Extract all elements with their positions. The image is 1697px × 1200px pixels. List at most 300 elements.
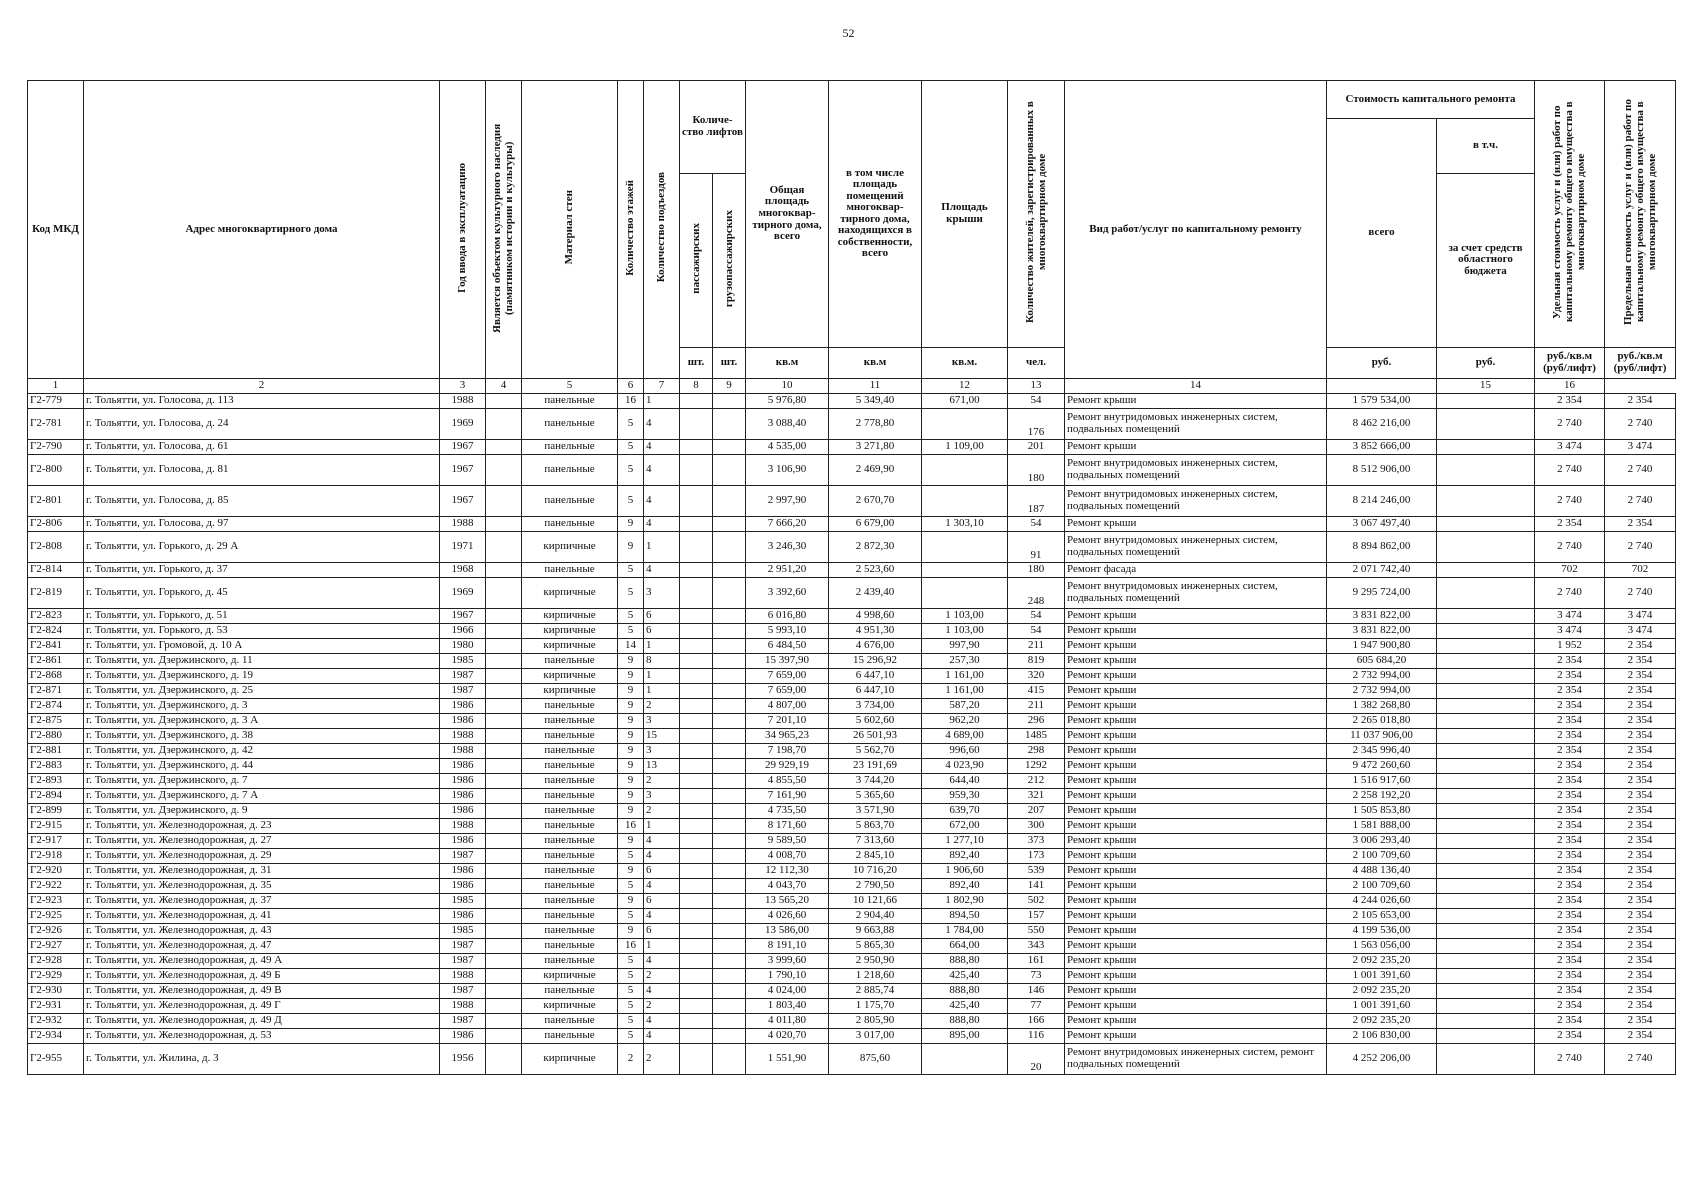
table-row [28,1013,1676,1028]
cell-floors: 16 [618,393,644,408]
unit-rub: руб. [1437,347,1535,378]
table-row [28,878,1676,893]
cell-lifts-freight [713,516,746,531]
cell-cost-regional [1437,953,1535,968]
column-number-row [28,378,1676,393]
cell-lifts-freight [713,953,746,968]
cell-residents: 502 [1008,893,1065,908]
cell-floors: 5 [618,623,644,638]
cell-total-area: 2 997,90 [746,485,829,516]
cell-year: 1987 [440,953,486,968]
cell-lifts-passenger [680,439,713,454]
cell-roof-area [922,408,1008,439]
cell-cost-regional [1437,788,1535,803]
table-row [28,818,1676,833]
cell-cost-total: 1 505 853,80 [1327,803,1437,818]
table-row [28,608,1676,623]
cell-total-area: 7 161,90 [746,788,829,803]
cell-unit-cost: 2 354 [1535,1028,1605,1043]
cell-entrances: 2 [644,1043,680,1074]
cell-entrances: 1 [644,531,680,562]
cell-mkd-code: Г2-920 [28,863,84,878]
cell-walls: панельные [522,758,618,773]
cell-owned-area: 2 805,90 [829,1013,922,1028]
column-number [1327,378,1437,393]
table-row [28,773,1676,788]
table-row [28,983,1676,998]
cell-mkd-code: Г2-893 [28,773,84,788]
cell-entrances: 6 [644,923,680,938]
cell-lifts-passenger [680,743,713,758]
cell-floors: 9 [618,698,644,713]
cell-lifts-passenger [680,562,713,577]
cell-heritage [486,531,522,562]
cell-roof-area: 1 277,10 [922,833,1008,848]
cell-cost-regional [1437,393,1535,408]
cell-cost-total: 3 831 822,00 [1327,608,1437,623]
cell-heritage [486,983,522,998]
cell-entrances: 1 [644,683,680,698]
cell-owned-area: 2 670,70 [829,485,922,516]
cell-roof-area: 1 161,00 [922,683,1008,698]
cell-lifts-passenger [680,408,713,439]
cell-total-area: 1 790,10 [746,968,829,983]
cell-walls: панельные [522,698,618,713]
cell-heritage [486,743,522,758]
column-number: 5 [522,378,618,393]
cell-entrances: 2 [644,773,680,788]
cell-heritage [486,1043,522,1074]
cell-lifts-passenger [680,788,713,803]
cell-mkd-code: Г2-871 [28,683,84,698]
cell-residents: 300 [1008,818,1065,833]
cell-lifts-freight [713,728,746,743]
cell-work-type: Ремонт крыши [1065,863,1327,878]
cell-heritage [486,393,522,408]
table-row [28,623,1676,638]
cell-entrances: 1 [644,668,680,683]
cell-lifts-freight [713,1013,746,1028]
cell-unit-cost: 3 474 [1535,623,1605,638]
cell-lifts-freight [713,893,746,908]
cell-work-type: Ремонт крыши [1065,683,1327,698]
cell-max-cost: 2 740 [1605,1043,1676,1074]
cell-floors: 9 [618,788,644,803]
cell-entrances: 1 [644,818,680,833]
cell-unit-cost: 2 354 [1535,998,1605,1013]
cell-floors: 9 [618,683,644,698]
column-number: 7 [644,378,680,393]
cell-heritage [486,728,522,743]
cell-mkd-code: Г2-823 [28,608,84,623]
cell-owned-area: 6 447,10 [829,668,922,683]
cell-heritage [486,968,522,983]
cell-roof-area [922,1043,1008,1074]
cell-lifts-passenger [680,668,713,683]
cell-floors: 5 [618,408,644,439]
cell-cost-total: 605 684,20 [1327,653,1437,668]
cell-cost-regional [1437,516,1535,531]
cell-cost-total: 8 214 246,00 [1327,485,1437,516]
cell-address: г. Тольятти, ул. Голосова, д. 24 [84,408,440,439]
header-cost-total: всего [1327,119,1437,348]
column-number: 13 [1008,378,1065,393]
column-number: 9 [713,378,746,393]
cell-unit-cost: 2 354 [1535,833,1605,848]
cell-entrances: 3 [644,743,680,758]
cell-work-type: Ремонт крыши [1065,878,1327,893]
unit-rub-sqm: руб./кв.м (руб/лифт) [1605,347,1676,378]
cell-work-type: Ремонт крыши [1065,393,1327,408]
cell-address: г. Тольятти, ул. Дзержинского, д. 38 [84,728,440,743]
cell-entrances: 4 [644,408,680,439]
cell-lifts-passenger [680,923,713,938]
cell-heritage [486,863,522,878]
header-work-type: Вид работ/услуг по капитальному ремонту [1065,81,1327,379]
cell-year: 1986 [440,833,486,848]
header-cost-group: Стоимость капитального ремонта [1327,81,1535,119]
cell-walls: кирпичные [522,683,618,698]
cell-floors: 9 [618,773,644,788]
cell-cost-regional [1437,1043,1535,1074]
cell-max-cost: 2 354 [1605,683,1676,698]
cell-lifts-passenger [680,938,713,953]
cell-heritage [486,908,522,923]
cell-work-type: Ремонт крыши [1065,698,1327,713]
cell-lifts-freight [713,683,746,698]
cell-year: 1968 [440,562,486,577]
cell-total-area: 1 803,40 [746,998,829,1013]
cell-address: г. Тольятти, ул. Железнодорожная, д. 49 А [84,953,440,968]
cell-mkd-code: Г2-899 [28,803,84,818]
cell-roof-area: 888,80 [922,1013,1008,1028]
cell-address: г. Тольятти, ул. Голосова, д. 85 [84,485,440,516]
table-row [28,728,1676,743]
cell-max-cost: 2 354 [1605,893,1676,908]
cell-residents: 248 [1008,577,1065,608]
cell-year: 1969 [440,408,486,439]
cell-walls: панельные [522,923,618,938]
cell-walls: панельные [522,908,618,923]
cell-mkd-code: Г2-874 [28,698,84,713]
cell-address: г. Тольятти, ул. Громовой, д. 10 А [84,638,440,653]
column-number: 14 [1065,378,1327,393]
cell-address: г. Тольятти, ул. Дзержинского, д. 25 [84,683,440,698]
cell-unit-cost: 2 740 [1535,454,1605,485]
cell-lifts-freight [713,638,746,653]
table-row [28,803,1676,818]
table-row [28,968,1676,983]
cell-owned-area: 2 872,30 [829,531,922,562]
cell-cost-regional [1437,938,1535,953]
cell-year: 1986 [440,788,486,803]
table-row [28,953,1676,968]
cell-roof-area: 1 784,00 [922,923,1008,938]
cell-walls: панельные [522,485,618,516]
cell-unit-cost: 2 354 [1535,1013,1605,1028]
cell-address: г. Тольятти, ул. Железнодорожная, д. 37 [84,893,440,908]
cell-cost-regional [1437,485,1535,516]
cell-floors: 5 [618,1013,644,1028]
cell-entrances: 4 [644,562,680,577]
cell-floors: 9 [618,653,644,668]
cell-total-area: 12 112,30 [746,863,829,878]
header-max-cost: Предельная стоимость услуг и (или) работ по капитальному ремонту общего имущества в многоквартирном доме [1605,81,1676,348]
cell-work-type: Ремонт внутридомовых инженерных систем, ремонт подвальных помещений [1065,1043,1327,1074]
cell-walls: панельные [522,863,618,878]
cell-year: 1985 [440,893,486,908]
cell-residents: 116 [1008,1028,1065,1043]
cell-walls: панельные [522,562,618,577]
cell-residents: 166 [1008,1013,1065,1028]
cell-cost-total: 2 092 235,20 [1327,1013,1437,1028]
cell-lifts-passenger [680,968,713,983]
cell-total-area: 4 855,50 [746,773,829,788]
cell-walls: кирпичные [522,998,618,1013]
cell-owned-area: 2 469,90 [829,454,922,485]
cell-floors: 9 [618,893,644,908]
table-row [28,938,1676,953]
table-row [28,713,1676,728]
table-row [28,408,1676,439]
cell-lifts-freight [713,968,746,983]
cell-max-cost: 2 354 [1605,818,1676,833]
cell-year: 1986 [440,803,486,818]
cell-floors: 9 [618,833,644,848]
cell-unit-cost: 2 354 [1535,683,1605,698]
cell-lifts-passenger [680,848,713,863]
header-roof-area: Площадь крыши [922,81,1008,348]
table-header [28,81,1676,394]
cell-roof-area: 895,00 [922,1028,1008,1043]
cell-address: г. Тольятти, ул. Горького, д. 29 А [84,531,440,562]
cell-unit-cost: 702 [1535,562,1605,577]
cell-lifts-freight [713,531,746,562]
cell-max-cost: 2 354 [1605,938,1676,953]
cell-cost-total: 4 252 206,00 [1327,1043,1437,1074]
cell-total-area: 6 016,80 [746,608,829,623]
cell-address: г. Тольятти, ул. Железнодорожная, д. 27 [84,833,440,848]
cell-max-cost: 2 354 [1605,833,1676,848]
page-number: 52 [842,26,855,40]
cell-year: 1986 [440,863,486,878]
cell-owned-area: 2 439,40 [829,577,922,608]
cell-cost-regional [1437,998,1535,1013]
cell-unit-cost: 2 740 [1535,531,1605,562]
cell-unit-cost: 2 354 [1535,803,1605,818]
header-lifts-freight: грузопассажирских [713,173,746,347]
cell-address: г. Тольятти, ул. Дзержинского, д. 42 [84,743,440,758]
cell-year: 1987 [440,938,486,953]
cell-walls: панельные [522,454,618,485]
cell-cost-total: 2 106 830,00 [1327,1028,1437,1043]
cell-lifts-passenger [680,516,713,531]
cell-cost-total: 3 067 497,40 [1327,516,1437,531]
cell-year: 1967 [440,439,486,454]
cell-entrances: 6 [644,893,680,908]
cell-roof-area: 672,00 [922,818,1008,833]
cell-entrances: 4 [644,983,680,998]
cell-total-area: 3 246,30 [746,531,829,562]
cell-lifts-freight [713,577,746,608]
cell-unit-cost: 2 354 [1535,848,1605,863]
cell-entrances: 4 [644,953,680,968]
cell-work-type: Ремонт крыши [1065,728,1327,743]
cell-roof-area: 1 906,60 [922,863,1008,878]
cell-max-cost: 2 354 [1605,743,1676,758]
cell-max-cost: 2 740 [1605,531,1676,562]
table-row [28,485,1676,516]
cell-lifts-passenger [680,893,713,908]
cell-mkd-code: Г2-929 [28,968,84,983]
cell-lifts-freight [713,833,746,848]
cell-walls: кирпичные [522,608,618,623]
cell-residents: 819 [1008,653,1065,668]
cell-owned-area: 3 571,90 [829,803,922,818]
cell-cost-total: 2 732 994,00 [1327,668,1437,683]
cell-roof-area: 1 109,00 [922,439,1008,454]
column-number: 4 [486,378,522,393]
cell-unit-cost: 3 474 [1535,439,1605,454]
table-row [28,893,1676,908]
cell-residents: 415 [1008,683,1065,698]
cell-floors: 5 [618,953,644,968]
cell-address: г. Тольятти, ул. Голосова, д. 97 [84,516,440,531]
cell-lifts-freight [713,485,746,516]
cell-entrances: 3 [644,788,680,803]
cell-max-cost: 2 354 [1605,968,1676,983]
cell-year: 1988 [440,516,486,531]
cell-walls: панельные [522,938,618,953]
cell-address: г. Тольятти, ул. Железнодорожная, д. 49 Б [84,968,440,983]
cell-walls: панельные [522,803,618,818]
cell-address: г. Тольятти, ул. Дзержинского, д. 44 [84,758,440,773]
cell-cost-regional [1437,878,1535,893]
cell-walls: панельные [522,983,618,998]
header-address: Адрес многоквартирного дома [84,81,440,379]
cell-cost-regional [1437,439,1535,454]
cell-floors: 9 [618,863,644,878]
cell-max-cost: 2 354 [1605,908,1676,923]
cell-lifts-passenger [680,953,713,968]
cell-mkd-code: Г2-781 [28,408,84,439]
cell-year: 1967 [440,454,486,485]
cell-address: г. Тольятти, ул. Дзержинского, д. 3 А [84,713,440,728]
cell-residents: 161 [1008,953,1065,968]
cell-cost-regional [1437,908,1535,923]
table-row [28,863,1676,878]
cell-address: г. Тольятти, ул. Дзержинского, д. 11 [84,653,440,668]
cell-year: 1988 [440,743,486,758]
cell-total-area: 34 965,23 [746,728,829,743]
cell-cost-total: 1 001 391,60 [1327,998,1437,1013]
cell-work-type: Ремонт крыши [1065,998,1327,1013]
cell-heritage [486,788,522,803]
cell-lifts-passenger [680,983,713,998]
cell-lifts-passenger [680,773,713,788]
cell-walls: панельные [522,848,618,863]
cell-mkd-code: Г2-927 [28,938,84,953]
unit-pcs: шт. [713,347,746,378]
cell-work-type: Ремонт крыши [1065,848,1327,863]
cell-total-area: 29 929,19 [746,758,829,773]
cell-roof-area: 4 023,90 [922,758,1008,773]
cell-max-cost: 2 354 [1605,1013,1676,1028]
cell-mkd-code: Г2-955 [28,1043,84,1074]
cell-floors: 16 [618,938,644,953]
cell-cost-total: 9 472 260,60 [1327,758,1437,773]
cell-year: 1988 [440,968,486,983]
cell-heritage [486,698,522,713]
cell-owned-area: 6 679,00 [829,516,922,531]
header-code: Код МКД [28,81,84,379]
cell-lifts-passenger [680,1028,713,1043]
cell-roof-area: 1 161,00 [922,668,1008,683]
cell-floors: 9 [618,713,644,728]
cell-residents: 1292 [1008,758,1065,773]
cell-work-type: Ремонт крыши [1065,638,1327,653]
table-row [28,393,1676,408]
cell-cost-regional [1437,698,1535,713]
cell-entrances: 4 [644,1013,680,1028]
cell-unit-cost: 2 740 [1535,577,1605,608]
cell-floors: 5 [618,562,644,577]
cell-floors: 5 [618,439,644,454]
cell-walls: панельные [522,393,618,408]
cell-lifts-freight [713,698,746,713]
cell-max-cost: 2 354 [1605,848,1676,863]
cell-cost-total: 1 947 900,80 [1327,638,1437,653]
cell-roof-area [922,454,1008,485]
table-row [28,698,1676,713]
cell-owned-area: 7 313,60 [829,833,922,848]
cell-year: 1988 [440,998,486,1013]
cell-roof-area: 962,20 [922,713,1008,728]
cell-unit-cost: 2 354 [1535,758,1605,773]
cell-heritage [486,878,522,893]
cell-mkd-code: Г2-875 [28,713,84,728]
cell-work-type: Ремонт крыши [1065,516,1327,531]
table-row [28,516,1676,531]
unit-rub-sqm: руб./кв.м (руб/лифт) [1535,347,1605,378]
cell-roof-area: 664,00 [922,938,1008,953]
cell-lifts-freight [713,439,746,454]
cell-roof-area: 1 103,00 [922,608,1008,623]
cell-residents: 180 [1008,562,1065,577]
cell-mkd-code: Г2-923 [28,893,84,908]
cell-max-cost: 2 354 [1605,983,1676,998]
cell-address: г. Тольятти, ул. Железнодорожная, д. 29 [84,848,440,863]
cell-cost-regional [1437,713,1535,728]
cell-residents: 343 [1008,938,1065,953]
cell-cost-regional [1437,608,1535,623]
cell-residents: 91 [1008,531,1065,562]
cell-owned-area: 1 175,70 [829,998,922,1013]
cell-floors: 5 [618,608,644,623]
cell-lifts-passenger [680,878,713,893]
cell-work-type: Ремонт крыши [1065,623,1327,638]
cell-heritage [486,953,522,968]
cell-walls: панельные [522,773,618,788]
cell-heritage [486,638,522,653]
cell-mkd-code: Г2-868 [28,668,84,683]
cell-lifts-passenger [680,863,713,878]
cell-lifts-passenger [680,698,713,713]
cell-year: 1987 [440,848,486,863]
cell-year: 1985 [440,923,486,938]
table-row [28,788,1676,803]
cell-roof-area: 4 689,00 [922,728,1008,743]
